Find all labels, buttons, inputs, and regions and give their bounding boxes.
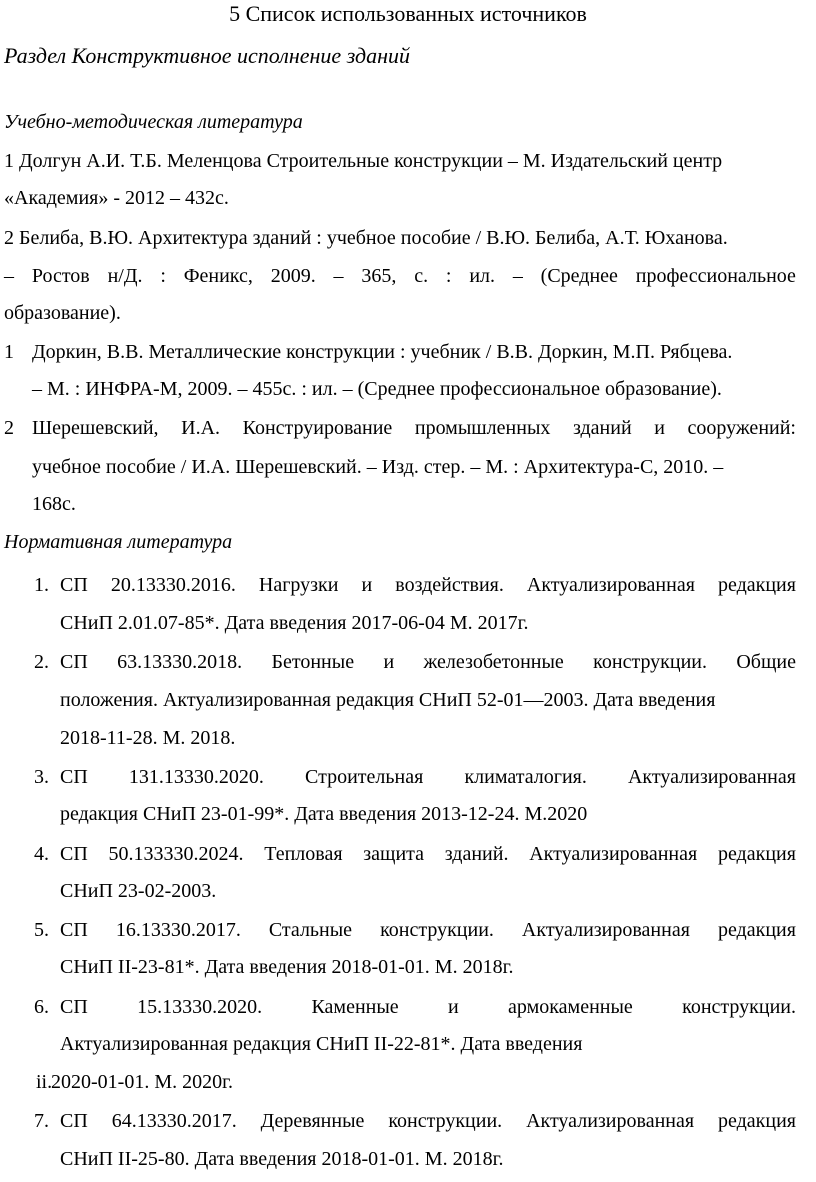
justified-word: редакция (717, 919, 796, 941)
normative-item-7-line-1 (60, 1109, 796, 1133)
justified-word: 365, (361, 265, 397, 287)
justified-word: Актуализированная (627, 766, 796, 788)
justified-word: 64.13330.2017. (111, 1110, 237, 1132)
justified-word: редакция (717, 843, 796, 865)
normative-item-4-line-1 (60, 842, 796, 866)
section-title: Раздел Конструктивное исполнение зданий (4, 43, 411, 68)
justified-word: редакция (717, 1110, 796, 1132)
justified-word: профессиональное (635, 265, 796, 287)
justified-word: Актуализированная (526, 574, 695, 596)
normative-item-5-line-1 (60, 918, 796, 942)
justified-word: Общие (736, 651, 796, 673)
justified-word: н/Д. (107, 265, 143, 287)
methodical-item-2-line-2 (4, 264, 796, 288)
justified-word: и (361, 574, 373, 596)
methodical-item-3-line-1: Доркин, В.В. Металлические конструкции : учебник / В.В. Доркин, М.П. Рябцева. (32, 341, 733, 363)
justified-word: СП (60, 766, 88, 788)
justified-word: : (445, 265, 452, 287)
justified-word: СП (60, 1110, 88, 1132)
justified-word: редакция (717, 574, 796, 596)
normative-item-6-roman-number: ii. (36, 1071, 53, 1093)
justified-word: Актуализированная (526, 1110, 695, 1132)
methodical-item-4-line-3: 168с. (32, 493, 76, 515)
justified-word: (Среднее (540, 265, 618, 287)
justified-word: 131.13330.2020. (128, 766, 264, 788)
normative-item-2-line-1 (60, 650, 796, 674)
justified-word: 2009. (270, 265, 316, 287)
justified-word: воздействия. (395, 574, 504, 596)
normative-item-5-number: 5. (34, 919, 49, 941)
normative-item-4-number: 4. (34, 843, 49, 865)
justified-word: железобетонные (423, 651, 564, 673)
justified-word: Актуализированная (521, 919, 690, 941)
justified-word: Стальные (268, 919, 353, 941)
normative-item-6-line-1 (60, 995, 796, 1019)
normative-item-1-line-2: СНиП 2.01.07-85*. Дата введения 2017-06-04 М. 2017г. (60, 612, 529, 634)
methodical-item-4-line-2: учебное пособие / И.А. Шерешевский. – Изд. стер. – М. : Архитектура-С, 2010. – (32, 456, 724, 478)
normative-item-4-line-2: СНиП 23-02-2003. (60, 880, 217, 902)
methodical-item-4-line-1 (32, 416, 796, 440)
justified-word: и (448, 996, 459, 1018)
justified-word: и (383, 651, 395, 673)
justified-word: 50.133330.2024. (108, 843, 244, 865)
justified-word: 20.13330.2016. (110, 574, 236, 596)
justified-word: зданий. (444, 843, 509, 865)
justified-word: Тепловая (264, 843, 343, 865)
methodical-item-2-line-3: образование). (4, 302, 121, 324)
normative-item-7-line-2: СНиП II-25-80. Дата введения 2018-01-01. М. 2018г. (60, 1148, 504, 1170)
justified-word: конструкции. (682, 996, 796, 1018)
normative-item-2-line-3: 2018-11-28. М. 2018. (60, 727, 236, 749)
justified-word: Конструирование (242, 417, 393, 439)
methodical-item-1-line-2: «Академия» - 2012 – 432с. (4, 187, 229, 209)
normative-item-1-line-1 (60, 573, 796, 597)
justified-word: и (654, 417, 665, 439)
normative-item-6-line-2: Актуализированная редакция СНиП II-22-81*. Дата введения (60, 1033, 583, 1055)
justified-word: : (160, 265, 166, 287)
justified-word: конструкции. (388, 1110, 503, 1132)
justified-word: Нагрузки (258, 574, 339, 596)
justified-word: – (512, 265, 523, 287)
justified-word: зданий (572, 417, 632, 439)
normative-item-3-line-2: редакция СНиП 23-01-99*. Дата введения 2013-12-24. М.2020 (60, 803, 588, 825)
justified-word: армокаменные (508, 996, 633, 1018)
justified-word: Бетонные (271, 651, 355, 673)
justified-word: И.А. (181, 417, 221, 439)
justified-word: Строительная (305, 766, 424, 788)
justified-word: Актуализированная (529, 843, 698, 865)
justified-word: СП (60, 996, 88, 1018)
normative-item-6-line-3: 2020-01-01. М. 2020г. (51, 1071, 234, 1093)
normative-item-2-number: 2. (34, 651, 49, 673)
methodical-item-4-number: 2 (4, 417, 14, 439)
normative-item-5-line-2: СНиП II-23-81*. Дата введения 2018-01-01. М. 2018г. (60, 956, 514, 978)
normative-item-7-number: 7. (34, 1110, 49, 1132)
justified-word: 15.13330.2020. (137, 996, 263, 1018)
justified-word: СП (60, 574, 88, 596)
methodical-heading: Учебно-методическая литература (4, 111, 303, 133)
justified-word: Деревянные (260, 1110, 365, 1132)
justified-word: Каменные (311, 996, 399, 1018)
justified-word: климаталогия. (464, 766, 587, 788)
justified-word: ил. (469, 265, 495, 287)
justified-word: с. (414, 265, 429, 287)
normative-item-1-number: 1. (34, 574, 49, 596)
justified-word: сооружений: (687, 417, 796, 439)
normative-item-3-line-1 (60, 765, 796, 789)
methodical-item-3-line-2: – М. : ИНФРА-М, 2009. – 455с. : ил. – (Среднее профессиональное образование). (32, 378, 722, 400)
justified-word: конструкции. (380, 919, 494, 941)
justified-word: СП (60, 843, 88, 865)
normative-item-3-number: 3. (34, 766, 49, 788)
justified-word: СП (60, 651, 88, 673)
justified-word: 63.13330.2018. (117, 651, 243, 673)
normative-item-6-number: 6. (34, 996, 49, 1018)
justified-word: – (333, 265, 344, 287)
justified-word: – (4, 265, 14, 287)
normative-heading: Нормативная литература (4, 531, 233, 553)
methodical-item-1-line-1: 1 Долгун А.И. Т.Б. Меленцова Строительные конструкции – М. Издательский центр (4, 150, 723, 172)
normative-item-2-line-2: положения. Актуализированная редакция СНиП 52-01—2003. Дата введения (60, 689, 716, 711)
justified-word: конструкции. (593, 651, 707, 673)
justified-word: Ростов (31, 265, 90, 287)
justified-word: 16.13330.2017. (115, 919, 241, 941)
justified-word: Шерешевский, (32, 417, 159, 439)
justified-word: защита (363, 843, 425, 865)
methodical-item-3-number: 1 (4, 341, 14, 363)
methodical-item-2-line-1: 2 Белиба, В.Ю. Архитектура зданий : учебное пособие / В.Ю. Белиба, А.Т. Юханова. (4, 227, 728, 249)
justified-word: промышленных (414, 417, 551, 439)
doc-title: 5 Список использованных источников (229, 1, 587, 26)
justified-word: Феникс, (183, 265, 253, 287)
justified-word: СП (60, 919, 88, 941)
